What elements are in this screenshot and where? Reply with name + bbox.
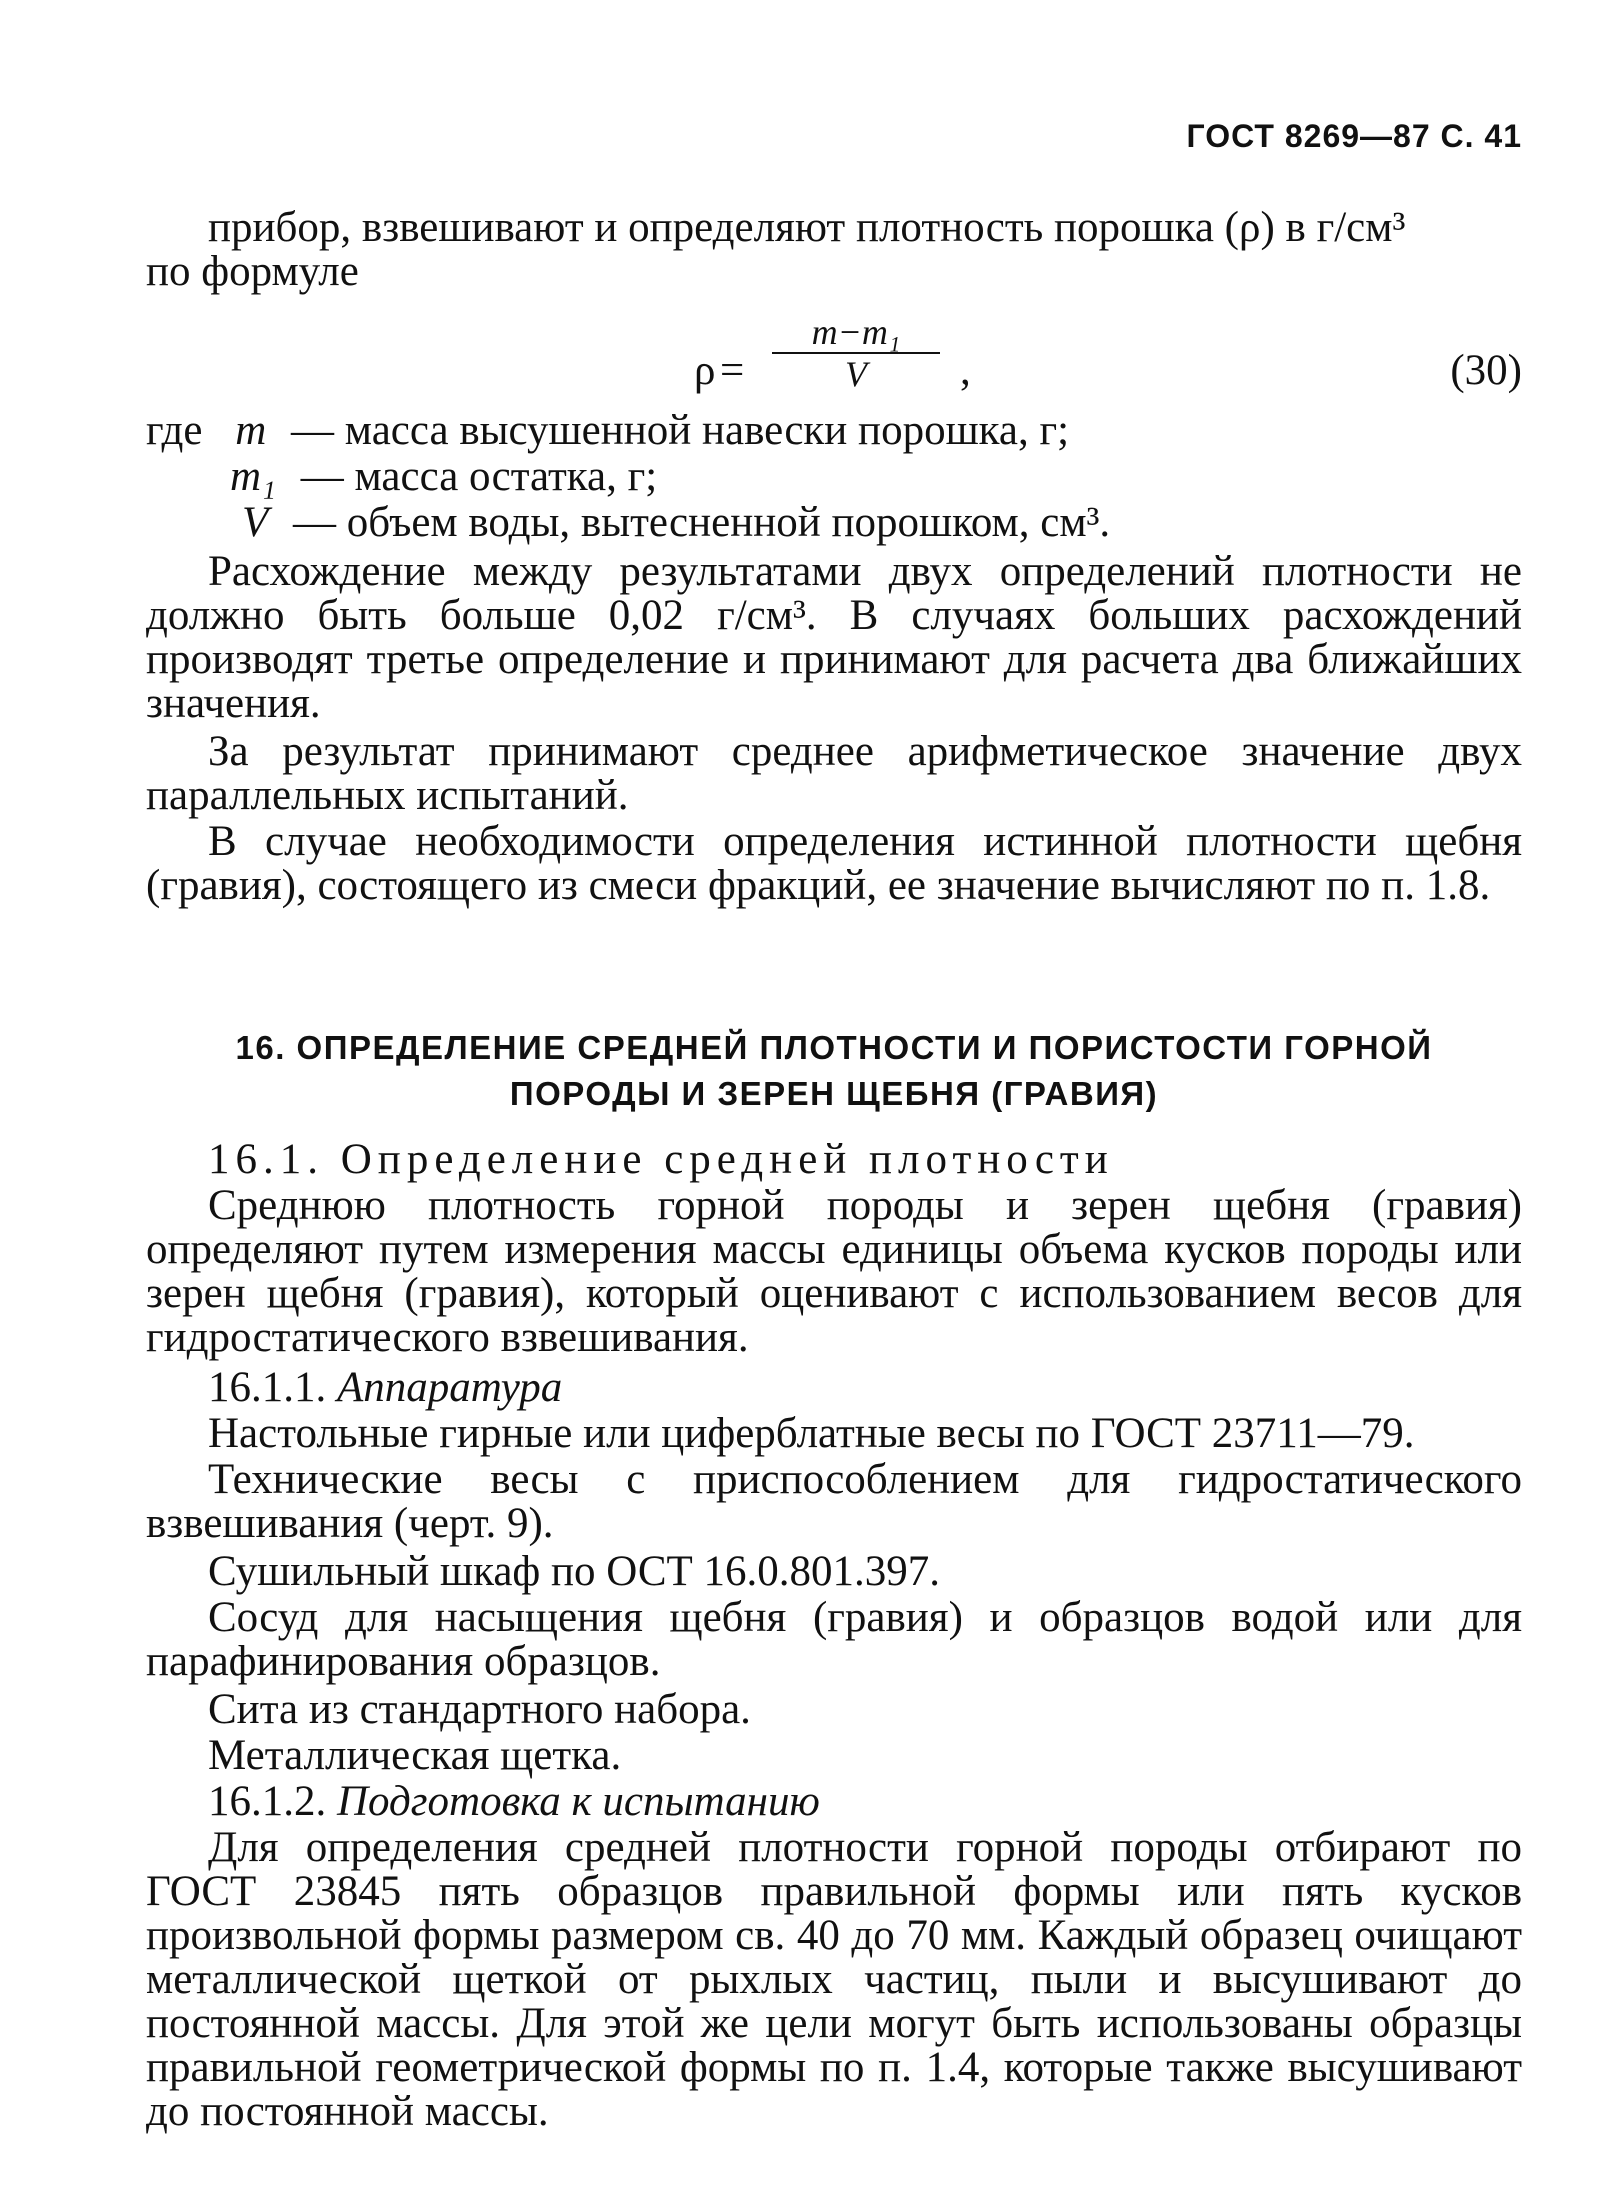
where-row xyxy=(146,454,1110,500)
intro-line-2: по формуле xyxy=(146,248,359,295)
equipment-item: Настольные гирные или циферблатные весы по ГОСТ 23711—79. xyxy=(208,1410,1415,1457)
intro-paragraph xyxy=(146,206,1522,294)
subsection-16-1-2-heading xyxy=(146,1780,1522,1824)
paragraph-mixture: В случае необходимости определения истинной плотности щебня (гравия), состоящего из смеси фракций, ее значение вычисляют по п. 1.8. xyxy=(146,818,1522,909)
where-row xyxy=(146,500,1110,546)
paragraph-16-1-2: Для определения средней плотности горной породы отбирают по ГОСТ 23845 пять образцов правильной формы или пять кусков произвольной формы размером св. 40 до 70 мм. Каждый образец очищают металлической щеткой от рыхлых частиц, пыли и высушивают до постоянной массы. Для этой же цели могут быть использованы образцы правильной геометрической формы по п. 1.4, которые также высушивают до постоянной массы. xyxy=(146,1824,1522,2135)
where-definition: — масса остатка, г; xyxy=(300,453,658,500)
section-title-line-1: 16. ОПРЕДЕЛЕНИЕ СРЕДНЕЙ ПЛОТНОСТИ И ПОРИСТОСТИ ГОРНОЙ xyxy=(235,1029,1433,1066)
where-symbol: m₁ xyxy=(230,453,277,500)
equipment-item: Сосуд для насыщения щебня (гравия) и образцов водой или для парафинирования образцов. xyxy=(146,1594,1522,1685)
where-row xyxy=(146,408,1110,454)
subsection-16-1-1-heading xyxy=(146,1366,1522,1410)
where-symbol: m xyxy=(235,407,267,454)
subsection-title: Подготовка к испытанию xyxy=(337,1778,820,1825)
subsection-number: 16.1.1. xyxy=(208,1364,327,1411)
where-lead: где xyxy=(146,407,203,454)
intro-line-1: прибор, взвешивают и определяют плотность порошка (ρ) в г/см³ xyxy=(208,204,1406,251)
formula-equals: = xyxy=(720,347,745,394)
formula-numerator: m−m₁ xyxy=(811,312,901,352)
paragraph-16-1: Среднюю плотность горной породы и зерен щебня (гравия) определяют путем измерения массы единицы объема кусков породы или зерен щебня (гравия), который оценивают с использованием весов для гидростатического взвешивания. xyxy=(146,1182,1522,1361)
subsection-title: Аппаратура xyxy=(337,1364,563,1411)
formula-30 xyxy=(0,312,1600,392)
subsection-number: 16.1.2. xyxy=(208,1778,327,1825)
paragraph-result: За результат принимают среднее арифметическое значение двух параллельных испытаний. xyxy=(146,728,1522,819)
section-title xyxy=(146,1025,1522,1117)
equipment-item: Сита из стандартного набора. xyxy=(208,1686,751,1733)
formula-fraction xyxy=(770,312,942,394)
where-definition: — масса высушенной навески порошка, г; xyxy=(291,407,1070,454)
subsection-16-1-heading: 16.1. Определение средней плотности xyxy=(208,1136,1114,1183)
formula-lhs: ρ xyxy=(694,347,716,394)
formula-denominator: V xyxy=(845,354,867,394)
formula-number: (30) xyxy=(1450,347,1522,394)
where-block xyxy=(146,408,1110,546)
where-definition: — объем воды, вытесненной порошком, см³. xyxy=(293,499,1111,546)
paragraph-divergence: Расхождение между результатами двух определений плотности не должно быть больше 0,02 г/см³. В случаях больших расхождений производят третье определение и принимают для расчета два ближайших значения. xyxy=(146,548,1522,727)
formula-comma: , xyxy=(960,347,971,394)
equipment-item: Сушильный шкаф по ОСТ 16.0.801.397. xyxy=(208,1548,941,1595)
equipment-item: Технические весы с приспособлением для гидростатического взвешивания (черт. 9). xyxy=(146,1456,1522,1547)
equipment-item: Металлическая щетка. xyxy=(208,1732,622,1779)
where-symbol: V xyxy=(242,499,269,546)
page-header: ГОСТ 8269—87 С. 41 xyxy=(1186,118,1522,154)
section-title-line-2: ПОРОДЫ И ЗЕРЕН ЩЕБНЯ (ГРАВИЯ) xyxy=(509,1075,1159,1112)
